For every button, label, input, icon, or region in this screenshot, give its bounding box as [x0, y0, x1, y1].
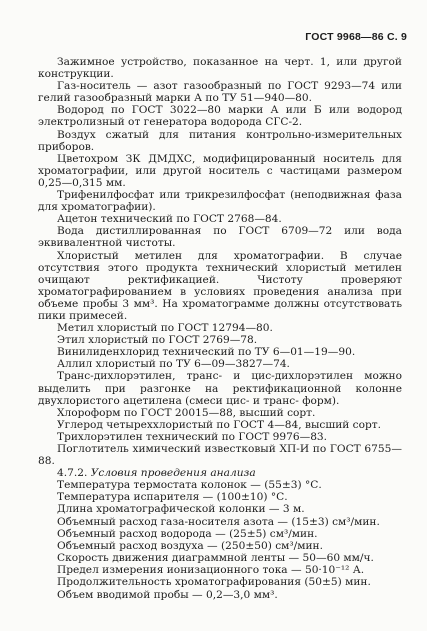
paragraph: Водород по ГОСТ 3022—80 марки А или Б или водород электролизный от генератора водорода СГС-2.	[38, 104, 402, 129]
paragraph: Этил хлористый по ГОСТ 2769—78.	[57, 334, 258, 347]
paragraph: Метил хлористый по ГОСТ 12794—80.	[57, 322, 273, 335]
condition-item: Объем вводимой пробы — 0,2—3,0 мм³.	[57, 589, 278, 602]
condition-item: Предел измерения ионизационного тока — 50·10⁻¹² А.	[57, 563, 365, 576]
condition-item: Продолжительность хроматографирования (50±5) мин.	[57, 576, 371, 589]
page-header: ГОСТ 9968—86 С. 9	[305, 31, 407, 43]
paragraph: Воздух сжатый для питания контрольно-измерительных приборов.	[38, 128, 402, 153]
condition-item: Температура испарителя — (100±10) °С.	[57, 491, 288, 504]
paragraph: Газ-носитель — азот газообразный по ГОСТ 9293—74 или гелий газообразный марки А по ТУ 51—940—80.	[38, 80, 402, 105]
condition-item: Объемный расход газа-носителя азота — (15±3) см³/мин.	[57, 515, 380, 528]
paragraph: Вода дистиллированная по ГОСТ 6709—72 или вода эквивалентной чистоты.	[38, 225, 402, 250]
condition-item: Объемный расход водорода — (25±5) см³/мин.	[57, 527, 318, 540]
paragraph: Винилиденхлорид технический по ТУ 6—01—19—90.	[57, 346, 356, 359]
condition-item: Скорость движения диаграммной ленты — 50—60 мм/ч.	[57, 551, 374, 564]
condition-item: Длина хроматографической колонки — 3 м.	[57, 503, 305, 516]
paragraph: Зажимное устройство, показанное на черт. 1, или другой конструкции.	[38, 56, 402, 81]
condition-item: Температура термостата колонок — (55±3) °С.	[57, 479, 322, 492]
paragraph: Трихлорэтилен технический по ГОСТ 9976—83.	[57, 430, 328, 443]
document-body	[38, 56, 402, 602]
condition-item: Объемный расход воздуха — (250±50) см³/мин.	[57, 539, 323, 552]
section-number: 4.7.2.	[57, 467, 88, 480]
paragraph: Хлористый метилен для хроматографии. В случае отсутствия этого продукта технический хлористый метилен очищают ректификацией. Чистоту проверяют хроматографированием в условиях проведения анализа при объеме пробы 3 мм³. На хроматограмме должны отсутствовать пики примесей.	[38, 249, 402, 322]
paragraph: Ацетон технический по ГОСТ 2768—84.	[57, 213, 282, 226]
paragraph: Трифенилфосфат или трикрезилфосфат (неподвижная фаза для хроматографии).	[38, 189, 402, 214]
paragraph: Хлороформ по ГОСТ 20015—88, высший сорт.	[57, 406, 316, 419]
paragraph: Аллил хлористый по ТУ 6—09—3827—74.	[57, 358, 290, 371]
section-title: Условия проведения анализа	[90, 467, 256, 480]
section-heading	[38, 467, 402, 479]
paragraph: Транс-дихлорэтилен, транс- и цис-дихлорэтилен можно выделить при разгонке на ректификационной колонне двухлористого ацетилена (смеси цис- и транс- форм).	[38, 370, 402, 407]
paragraph: Углерод четыреххлористый по ГОСТ 4—84, высший сорт.	[57, 418, 382, 431]
paragraph: Цветохром ЗК ДМДХС, модифицированный носитель для хроматографии, или другой носитель с частицами размером 0,25—0,315 мм.	[38, 152, 402, 189]
paragraph: Поглотитель химический известковый ХП-И по ГОСТ 6755—88.	[38, 443, 402, 468]
